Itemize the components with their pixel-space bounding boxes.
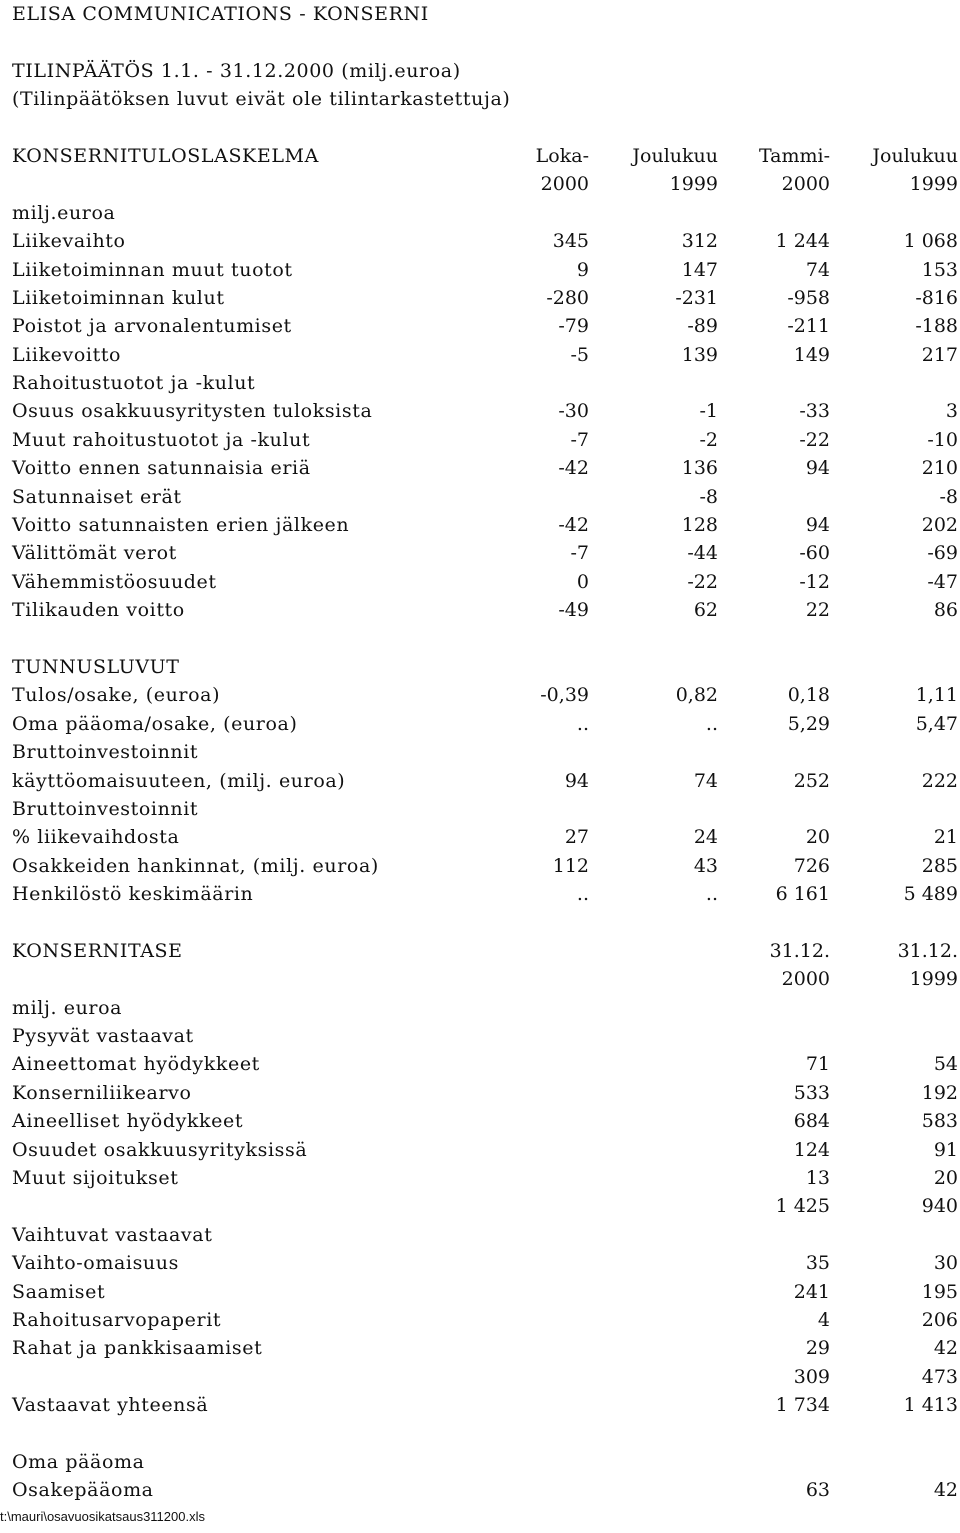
- row-value: 222: [921, 769, 958, 792]
- row-value: 74: [805, 258, 830, 281]
- table-row: [12, 341, 958, 369]
- row-value: 20: [805, 826, 830, 849]
- row-value: -0,39: [540, 684, 589, 707]
- row-value: -44: [687, 542, 718, 565]
- table-row: [12, 1278, 958, 1306]
- row-label: Liiketoiminnan kulut: [12, 286, 225, 309]
- row-value: 1 413: [903, 1394, 958, 1417]
- row-label: Vaihto-omaisuus: [12, 1252, 179, 1275]
- row-label: Liiketoiminnan muut tuotot: [12, 258, 293, 281]
- row-value: 312: [681, 230, 718, 253]
- row-label: Rahoitusarvopaperit: [12, 1308, 222, 1331]
- table-row: [12, 1022, 958, 1050]
- table-row: [12, 1221, 958, 1249]
- row-label: Osakkeiden hankinnat, (milj. euroa): [12, 854, 379, 877]
- income-title: KONSERNITULOSLASKELMA: [12, 144, 319, 167]
- row-label: Osakepääoma: [12, 1479, 154, 1502]
- row-value: 128: [681, 514, 718, 537]
- table-row: [12, 852, 958, 880]
- row-value: 94: [805, 514, 830, 537]
- row-value: ..: [576, 883, 589, 906]
- table-row: [12, 681, 958, 709]
- row-label: % liikevaihdosta: [12, 826, 180, 849]
- row-value: -89: [687, 315, 718, 338]
- row-label: Osuus osakkuusyritysten tuloksista: [12, 400, 373, 423]
- table-row: [12, 1079, 958, 1107]
- row-value: -280: [546, 286, 589, 309]
- col-year-q4-1999: 1999: [669, 173, 718, 196]
- ratios-title: TUNNUSLUVUT: [12, 655, 180, 678]
- row-value: 153: [921, 258, 958, 281]
- row-value: 94: [564, 769, 589, 792]
- table-row: [12, 1306, 958, 1334]
- row-value: 285: [921, 854, 958, 877]
- row-label: käyttöomaisuuteen, (milj. euroa): [12, 769, 346, 792]
- row-value: -7: [570, 428, 589, 451]
- table-row: [12, 1476, 958, 1504]
- income-statement-rows: [12, 227, 958, 624]
- row-value: 1 425: [775, 1195, 830, 1218]
- row-value: -5: [570, 343, 589, 366]
- col-year-q4-2000: 2000: [540, 173, 589, 196]
- equity-title: Oma pääoma: [12, 1450, 145, 1473]
- row-value: 9: [576, 258, 589, 281]
- table-row: [12, 227, 958, 255]
- row-label: Aineettomat hyödykkeet: [12, 1053, 260, 1076]
- table-row: [12, 539, 958, 567]
- row-value: 309: [793, 1365, 830, 1388]
- row-label: Aineelliset hyödykkeet: [12, 1110, 244, 1133]
- table-row: [12, 1107, 958, 1135]
- row-value: 1,11: [915, 684, 958, 707]
- file-path-footer: t:\mauri\osavuosikatsaus311200.xls: [0, 1509, 205, 1524]
- col-year-fy-1999: 1999: [909, 173, 958, 196]
- row-value: 71: [805, 1053, 830, 1076]
- row-label: Muut sijoitukset: [12, 1167, 179, 1190]
- row-value: 3: [945, 400, 958, 423]
- row-value: 533: [793, 1081, 830, 1104]
- row-value: -33: [799, 400, 830, 423]
- balance-col-head-1999: 31.12.: [897, 939, 958, 962]
- balance-title: KONSERNITASE: [12, 939, 183, 962]
- row-value: -49: [558, 599, 589, 622]
- row-value: 241: [793, 1280, 830, 1303]
- table-row: [12, 256, 958, 284]
- row-value: 345: [552, 230, 589, 253]
- table-row: [12, 1192, 958, 1220]
- table-row: [12, 767, 958, 795]
- row-value: 21: [933, 826, 958, 849]
- row-value: 726: [793, 854, 830, 877]
- row-label: Osuudet osakkuusyrityksissä: [12, 1138, 308, 1161]
- row-label: Voitto ennen satunnaisia eriä: [12, 457, 311, 480]
- row-value: 5 489: [903, 883, 958, 906]
- income-unit-row: [12, 199, 958, 227]
- col-year-fy-2000: 2000: [781, 173, 830, 196]
- company-heading-line: [12, 0, 958, 28]
- row-label: Tilikauden voitto: [12, 599, 185, 622]
- table-row: [12, 483, 958, 511]
- row-value: 20: [933, 1167, 958, 1190]
- row-value: 30: [933, 1252, 958, 1275]
- table-row: [12, 1050, 958, 1078]
- ratios-heading-row: [12, 653, 958, 681]
- balance-year-row: [12, 965, 958, 993]
- row-value: 62: [693, 599, 718, 622]
- row-value: 86: [933, 599, 958, 622]
- table-row: [12, 596, 958, 624]
- row-value: -47: [927, 570, 958, 593]
- row-label: Poistot ja arvonalentumiset: [12, 315, 292, 338]
- row-value: 149: [793, 343, 830, 366]
- table-row: [12, 397, 958, 425]
- row-value: 42: [933, 1479, 958, 1502]
- table-row: [12, 1334, 958, 1362]
- balance-col-year-1999: 1999: [909, 968, 958, 991]
- balance-unit: milj. euroa: [12, 996, 123, 1019]
- row-value: -69: [927, 542, 958, 565]
- table-row: [12, 284, 958, 312]
- row-value: 5,29: [787, 712, 830, 735]
- row-value: 22: [805, 599, 830, 622]
- table-row: [12, 426, 958, 454]
- row-label: Henkilöstö keskimäärin: [12, 883, 254, 906]
- audit-note: (Tilinpäätöksen luvut eivät ole tilintarkastettuja): [12, 88, 511, 111]
- table-row: [12, 710, 958, 738]
- table-row: [12, 1249, 958, 1277]
- report-title: TILINPÄÄTÖS 1.1. - 31.12.2000 (milj.euroa): [12, 59, 461, 82]
- row-value: -30: [558, 400, 589, 423]
- row-value: -42: [558, 514, 589, 537]
- table-row: [12, 1136, 958, 1164]
- row-label: Bruttoinvestoinnit: [12, 797, 199, 820]
- row-value: 210: [921, 457, 958, 480]
- row-label: Bruttoinvestoinnit: [12, 741, 199, 764]
- row-value: 192: [921, 1081, 958, 1104]
- row-value: 473: [921, 1365, 958, 1388]
- balance-heading-row: [12, 937, 958, 965]
- table-row: [12, 511, 958, 539]
- row-label: Tulos/osake, (euroa): [12, 684, 221, 707]
- row-value: -211: [787, 315, 830, 338]
- row-value: -42: [558, 457, 589, 480]
- row-label: Saamiset: [12, 1280, 106, 1303]
- row-value: -22: [687, 570, 718, 593]
- table-row: [12, 568, 958, 596]
- col-head-fy-1999: Joulukuu: [872, 144, 958, 167]
- row-value: 252: [793, 769, 830, 792]
- income-unit: milj.euroa: [12, 201, 116, 224]
- row-label: Välittömät verot: [12, 542, 177, 565]
- balance-sheet-rows: [12, 1022, 958, 1419]
- income-year-row: [12, 170, 958, 198]
- audit-note-line: [12, 85, 958, 113]
- row-value: -22: [799, 428, 830, 451]
- row-value: -188: [915, 315, 958, 338]
- row-value: 136: [681, 457, 718, 480]
- row-value: 5,47: [915, 712, 958, 735]
- table-row: [12, 823, 958, 851]
- report-title-line: [12, 57, 958, 85]
- col-head-fy-2000: Tammi-: [758, 144, 830, 167]
- row-value: -231: [675, 286, 718, 309]
- row-value: -8: [699, 485, 718, 508]
- row-label: Liikevaihto: [12, 230, 126, 253]
- table-row: [12, 454, 958, 482]
- balance-unit-row: [12, 994, 958, 1022]
- row-label: Muut rahoitustuotot ja -kulut: [12, 428, 311, 451]
- table-row: [12, 880, 958, 908]
- table-row: [12, 1391, 958, 1419]
- row-value: -1: [699, 400, 718, 423]
- row-value: 202: [921, 514, 958, 537]
- balance-col-head-2000: 31.12.: [769, 939, 830, 962]
- row-value: 6 161: [775, 883, 830, 906]
- row-value: ..: [705, 712, 718, 735]
- row-value: 35: [805, 1252, 830, 1275]
- row-label: Vastaavat yhteensä: [12, 1394, 209, 1417]
- row-value: -79: [558, 315, 589, 338]
- row-label: Voitto satunnaisten erien jälkeen: [12, 514, 350, 537]
- row-value: 1 068: [903, 230, 958, 253]
- equity-rows: [12, 1476, 958, 1504]
- equity-heading-row: [12, 1448, 958, 1476]
- row-value: 4: [817, 1308, 830, 1331]
- row-value: 206: [921, 1308, 958, 1331]
- row-value: 0,82: [675, 684, 718, 707]
- row-label: Rahat ja pankkisaamiset: [12, 1337, 263, 1360]
- row-label: Satunnaiset erät: [12, 485, 182, 508]
- row-value: -12: [799, 570, 830, 593]
- row-label: Oma pääoma/osake, (euroa): [12, 712, 298, 735]
- row-value: 583: [921, 1110, 958, 1133]
- row-value: 139: [681, 343, 718, 366]
- row-value: 91: [933, 1138, 958, 1161]
- row-value: 24: [693, 826, 718, 849]
- row-value: -816: [915, 286, 958, 309]
- row-value: ..: [576, 712, 589, 735]
- row-value: -958: [787, 286, 830, 309]
- table-row: [12, 369, 958, 397]
- row-value: 684: [793, 1110, 830, 1133]
- key-ratio-rows: [12, 681, 958, 908]
- row-value: 94: [805, 457, 830, 480]
- row-value: ..: [705, 883, 718, 906]
- table-row: [12, 738, 958, 766]
- financial-statement-document: [12, 0, 958, 1505]
- row-value: 42: [933, 1337, 958, 1360]
- row-value: 54: [933, 1053, 958, 1076]
- row-label: Konserniliikearvo: [12, 1081, 192, 1104]
- row-label: Vaihtuvat vastaavat: [12, 1223, 213, 1246]
- row-value: 195: [921, 1280, 958, 1303]
- row-label: Liikevoitto: [12, 343, 122, 366]
- row-value: -10: [927, 428, 958, 451]
- row-value: 0,18: [787, 684, 830, 707]
- row-label: Rahoitustuotot ja -kulut: [12, 372, 256, 395]
- col-head-q4-2000: Loka-: [535, 144, 589, 167]
- row-label: Vähemmistöosuudet: [12, 570, 217, 593]
- table-row: [12, 312, 958, 340]
- balance-col-year-2000: 2000: [781, 968, 830, 991]
- row-value: 43: [693, 854, 718, 877]
- table-row: [12, 1164, 958, 1192]
- row-value: 1 244: [775, 230, 830, 253]
- row-value: 63: [805, 1479, 830, 1502]
- row-value: 217: [921, 343, 958, 366]
- row-value: 1 734: [775, 1394, 830, 1417]
- row-value: 74: [693, 769, 718, 792]
- row-value: 29: [805, 1337, 830, 1360]
- row-value: 13: [805, 1167, 830, 1190]
- row-value: -60: [799, 542, 830, 565]
- table-row: [12, 1363, 958, 1391]
- col-head-q4-1999: Joulukuu: [632, 144, 718, 167]
- income-heading-row: [12, 142, 958, 170]
- row-value: 124: [793, 1138, 830, 1161]
- row-value: -7: [570, 542, 589, 565]
- row-value: 147: [681, 258, 718, 281]
- row-value: -8: [939, 485, 958, 508]
- company-name: ELISA COMMUNICATIONS - KONSERNI: [12, 3, 429, 25]
- row-value: 112: [552, 854, 589, 877]
- row-value: 27: [564, 826, 589, 849]
- row-label: Pysyvät vastaavat: [12, 1025, 194, 1048]
- row-value: 0: [576, 570, 589, 593]
- row-value: -2: [699, 428, 718, 451]
- table-row: [12, 795, 958, 823]
- row-value: 940: [921, 1195, 958, 1218]
